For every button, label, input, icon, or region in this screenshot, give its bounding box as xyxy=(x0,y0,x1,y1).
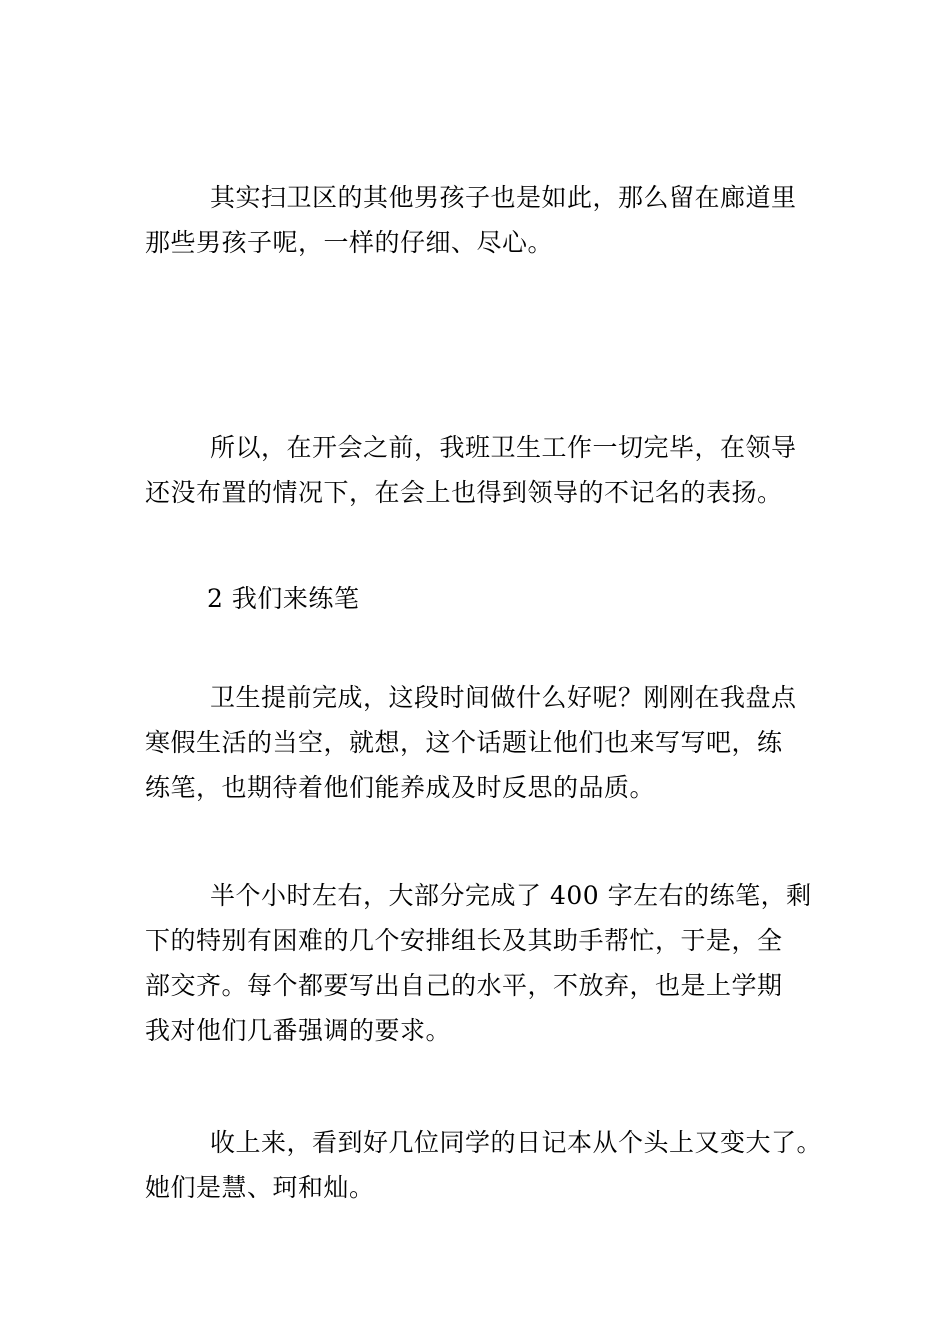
text-line: 收上来，看到好几位同学的日记本从个头上又变大了。 xyxy=(210,1128,823,1157)
text-line: 那些男孩子呢，一样的仔细、尽心。 xyxy=(145,228,554,257)
text-line: 我对他们几番强调的要求。 xyxy=(145,1016,452,1045)
text-line: 所以，在开会之前，我班卫生工作一切完毕，在领导 xyxy=(210,433,797,462)
paragraph-writing-topic xyxy=(145,675,825,810)
text-line: 部交齐。每个都要写出自己的水平，不放弃，也是上学期 xyxy=(145,971,783,1000)
text-line: 还没布置的情况下，在会上也得到领导的不记名的表扬。 xyxy=(145,478,783,507)
text-line: 半个小时左右，大部分完成了 400 字左右的练笔，剩 xyxy=(210,881,812,910)
text-line: 她们是慧、珂和灿。 xyxy=(145,1173,375,1202)
text-line: 寒假生活的当空，就想，这个话题让他们也来写写吧，练 xyxy=(145,728,783,757)
heading-text: 2 我们来练笔 xyxy=(207,584,360,613)
text-line: 卫生提前完成，这段时间做什么好呢？刚刚在我盘点 xyxy=(210,683,797,712)
text-line: 下的特别有困难的几个安排组长及其助手帮忙，于是，全 xyxy=(145,926,783,955)
section-heading-writing-practice xyxy=(145,576,825,621)
paragraph-half-hour xyxy=(145,873,825,1053)
paragraph-before-meeting xyxy=(145,425,825,515)
text-line: 练笔，也期待着他们能养成及时反思的品质。 xyxy=(145,773,656,802)
paragraph-diary-books xyxy=(145,1120,825,1210)
text-line: 其实扫卫区的其他男孩子也是如此，那么留在廊道里 xyxy=(210,183,797,212)
paragraph-boys-cleaning xyxy=(145,175,825,265)
